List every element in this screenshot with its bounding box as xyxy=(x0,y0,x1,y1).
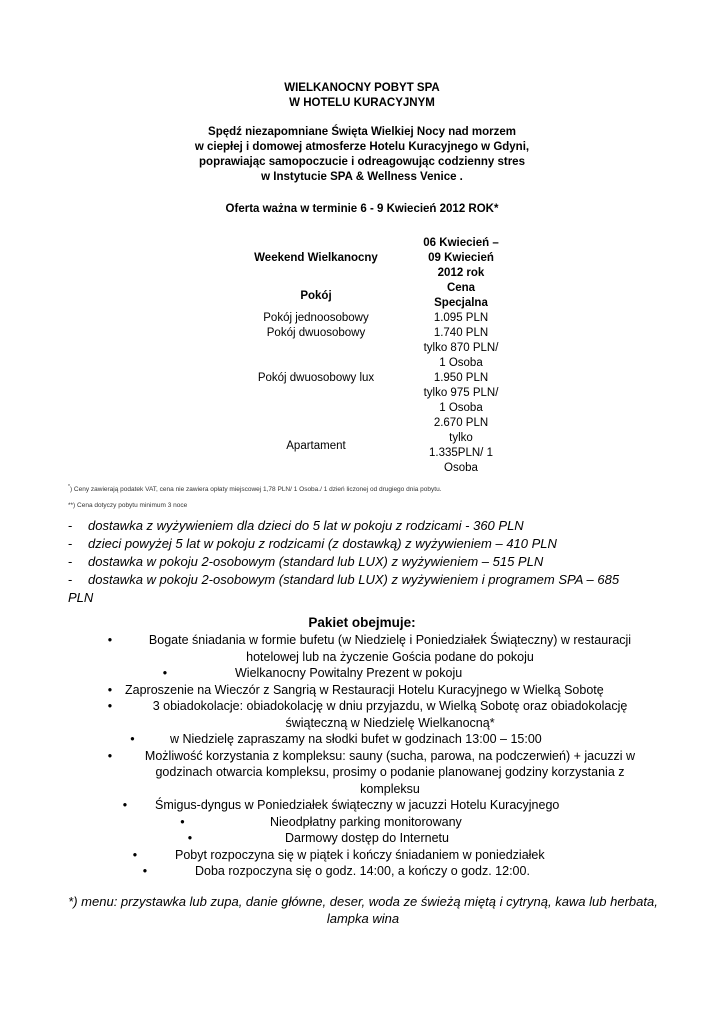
footnote-min-stay: **) Cena dotyczy pobytu minimum 3 noce xyxy=(68,502,188,509)
bullet: • xyxy=(107,699,113,713)
extra-bed-list xyxy=(68,517,668,607)
package-item-text: Pobyt rozpoczyna się w piątek i kończy śniadaniem w poniedziałek xyxy=(175,847,545,862)
price-table-subheader-row xyxy=(216,281,506,311)
bullet: • xyxy=(132,847,138,862)
package-item-text: Doba rozpoczyna się o godz. 14:00, a kończy o godz. 12:00. xyxy=(195,864,530,878)
package-heading: Pakiet obejmuje: xyxy=(308,615,416,630)
price-line: tylko xyxy=(449,432,473,444)
intro-paragraph xyxy=(0,125,724,185)
bullet: • xyxy=(187,831,193,845)
package-item-text: Bogate śniadania w formie bufetu (w Niedzielę i Poniedziałek Świąteczny) w restauracji hotelowej lub na życzenie Gościa podane do pokoju xyxy=(148,633,632,664)
list-item xyxy=(68,517,668,535)
room-name: Pokój jednoosobowy xyxy=(263,312,369,324)
bullet: • xyxy=(130,732,135,746)
price-line: 1.335PLN/ 1 xyxy=(429,447,493,459)
table-row xyxy=(216,326,506,371)
list-item xyxy=(68,553,668,571)
bullet: • xyxy=(107,682,113,697)
footnote-vat xyxy=(68,484,442,493)
intro-line: w Instytucie SPA & Wellness Venice . xyxy=(261,171,463,183)
subheader-line: Cena xyxy=(446,282,476,294)
extra-text: dzieci powyżej 5 lat w pokoju z rodzicami (z dostawką) z wyżywieniem – 410 PLN xyxy=(88,536,557,551)
extra-text: dostawka w pokoju 2-osobowym (standard lub LUX) z wyżywieniem – 515 PLN xyxy=(88,554,544,569)
title-line-1: WIELKANOCNY POBYT SPA xyxy=(284,82,440,94)
list-item xyxy=(95,682,655,699)
dash-marker: - xyxy=(68,518,73,533)
list-item xyxy=(95,847,655,864)
header-date-line: 2012 rok xyxy=(437,267,485,279)
title-line-2: W HOTELU KURACYJNYM xyxy=(289,97,435,109)
room-price xyxy=(416,371,506,416)
price-line: 1.095 PLN xyxy=(433,312,489,324)
dash-marker: - xyxy=(68,536,73,551)
price-line: 1.740 PLN xyxy=(433,327,489,339)
price-table-header-right xyxy=(416,236,506,281)
bullet: • xyxy=(180,814,185,829)
bullet: • xyxy=(107,748,113,763)
footnote-text: ) Ceny zawierają podatek VAT, cena nie zawiera opłaty miejscowej 1,78 PLN/ 1 Osoba./ 1 dzień liczonej od drugiego dnia pobytu. xyxy=(69,486,442,494)
bullet: • xyxy=(122,798,128,812)
header-date-line: 09 Kwiecień xyxy=(428,252,494,264)
bullet: • xyxy=(107,633,113,647)
menu-note: *) menu: przystawka lub zupa, danie główne, deser, woda ze świeżą miętą i cytryną, kawa lub herbata, lampka wina xyxy=(68,894,658,926)
list-item xyxy=(95,698,655,731)
extra-text: dostawka z wyżywieniem dla dzieci do 5 lat w pokoju z rodzicami - 360 PLN xyxy=(88,518,524,533)
list-item xyxy=(95,665,655,682)
footnote-mark: * xyxy=(68,484,70,490)
price-line: 2.670 PLN xyxy=(433,417,489,429)
package-item-text: Możliwość korzystania z kompleksu: sauny (sucha, parowa, na podczerwień) + jacuzzi w godzinach otwarcia kompleksu, prosimy o podanie planowanej godziny korzystania z kompleksu xyxy=(144,748,636,796)
dash-marker: - xyxy=(68,554,73,569)
table-row xyxy=(216,416,506,476)
price-table-subheader-right xyxy=(416,281,506,311)
price-table-header-row xyxy=(216,236,506,281)
bullet: • xyxy=(162,666,168,680)
document-title xyxy=(0,81,724,111)
header-date-line: 06 Kwiecień – xyxy=(423,237,499,249)
list-item xyxy=(95,863,655,880)
package-item-text: Darmowy dostęp do Internetu xyxy=(285,831,449,845)
dash-marker: - xyxy=(68,572,73,587)
offer-validity: Oferta ważna w terminie 6 - 9 Kwiecień 2012 ROK* xyxy=(225,203,499,215)
list-item xyxy=(95,814,655,831)
price-table-subheader-left: Pokój xyxy=(300,289,332,302)
package-item-text: w Niedzielę zapraszamy na słodki bufet w godzinach 13:00 – 15:00 xyxy=(170,732,542,746)
list-item xyxy=(95,748,655,798)
price-table xyxy=(216,236,506,476)
subheader-line: Specjalna xyxy=(434,297,488,309)
package-item-text: Nieodpłatny parking monitorowany xyxy=(270,814,462,829)
intro-line: poprawiając samopoczucie i odreagowując codzienny stres xyxy=(199,156,525,168)
price-line: 1.950 PLN xyxy=(433,372,489,384)
package-item-text: Śmigus-dyngus w Poniedziałek świąteczny w jacuzzi Hotelu Kuracyjnego xyxy=(155,798,560,812)
list-item xyxy=(95,731,655,748)
price-table-header-left: Weekend Wielkanocny xyxy=(254,252,378,264)
room-price xyxy=(416,416,506,476)
price-line: 1 Osoba xyxy=(439,357,483,369)
table-row xyxy=(216,371,506,416)
room-price xyxy=(416,326,506,371)
package-item-text: Wielkanocny Powitalny Prezent w pokoju xyxy=(235,666,463,680)
room-name: Apartament xyxy=(286,439,346,452)
room-name: Pokój dwuosobowy lux xyxy=(257,372,375,384)
list-item xyxy=(68,535,668,553)
package-item-text: Zaproszenie na Wieczór z Sangrią w Restauracji Hotelu Kuracyjnego w Wielką Sobotę xyxy=(125,682,604,697)
table-row xyxy=(216,311,506,326)
extra-text: dostawka w pokoju 2-osobowym (standard lub LUX) z wyżywieniem i programem SPA – 685 xyxy=(88,572,620,587)
price-line: Osoba xyxy=(444,462,478,474)
price-line: 1 Osoba xyxy=(439,402,483,414)
list-item xyxy=(95,797,655,814)
list-item xyxy=(95,830,655,847)
list-item-continuation: PLN xyxy=(68,590,94,605)
room-name: Pokój dwuosobowy xyxy=(266,327,366,339)
intro-line: w ciepłej i domowej atmosferze Hotelu Kuracyjnego w Gdyni, xyxy=(194,141,530,153)
price-line: tylko 870 PLN/ xyxy=(423,342,499,354)
package-item-text: 3 obiadokolacje: obiadokolację w dniu przyjazdu, w Wielką Sobotę oraz obiadokolację świąteczną w Niedzielę Wielkanocną* xyxy=(152,699,628,730)
list-item xyxy=(68,571,668,589)
intro-line: Spędź niezapomniane Święta Wielkiej Nocy nad morzem xyxy=(208,126,516,138)
bullet: • xyxy=(142,864,148,878)
list-item xyxy=(95,632,655,665)
package-list xyxy=(95,632,655,880)
price-line: tylko 975 PLN/ xyxy=(423,387,499,399)
room-price xyxy=(416,311,506,326)
